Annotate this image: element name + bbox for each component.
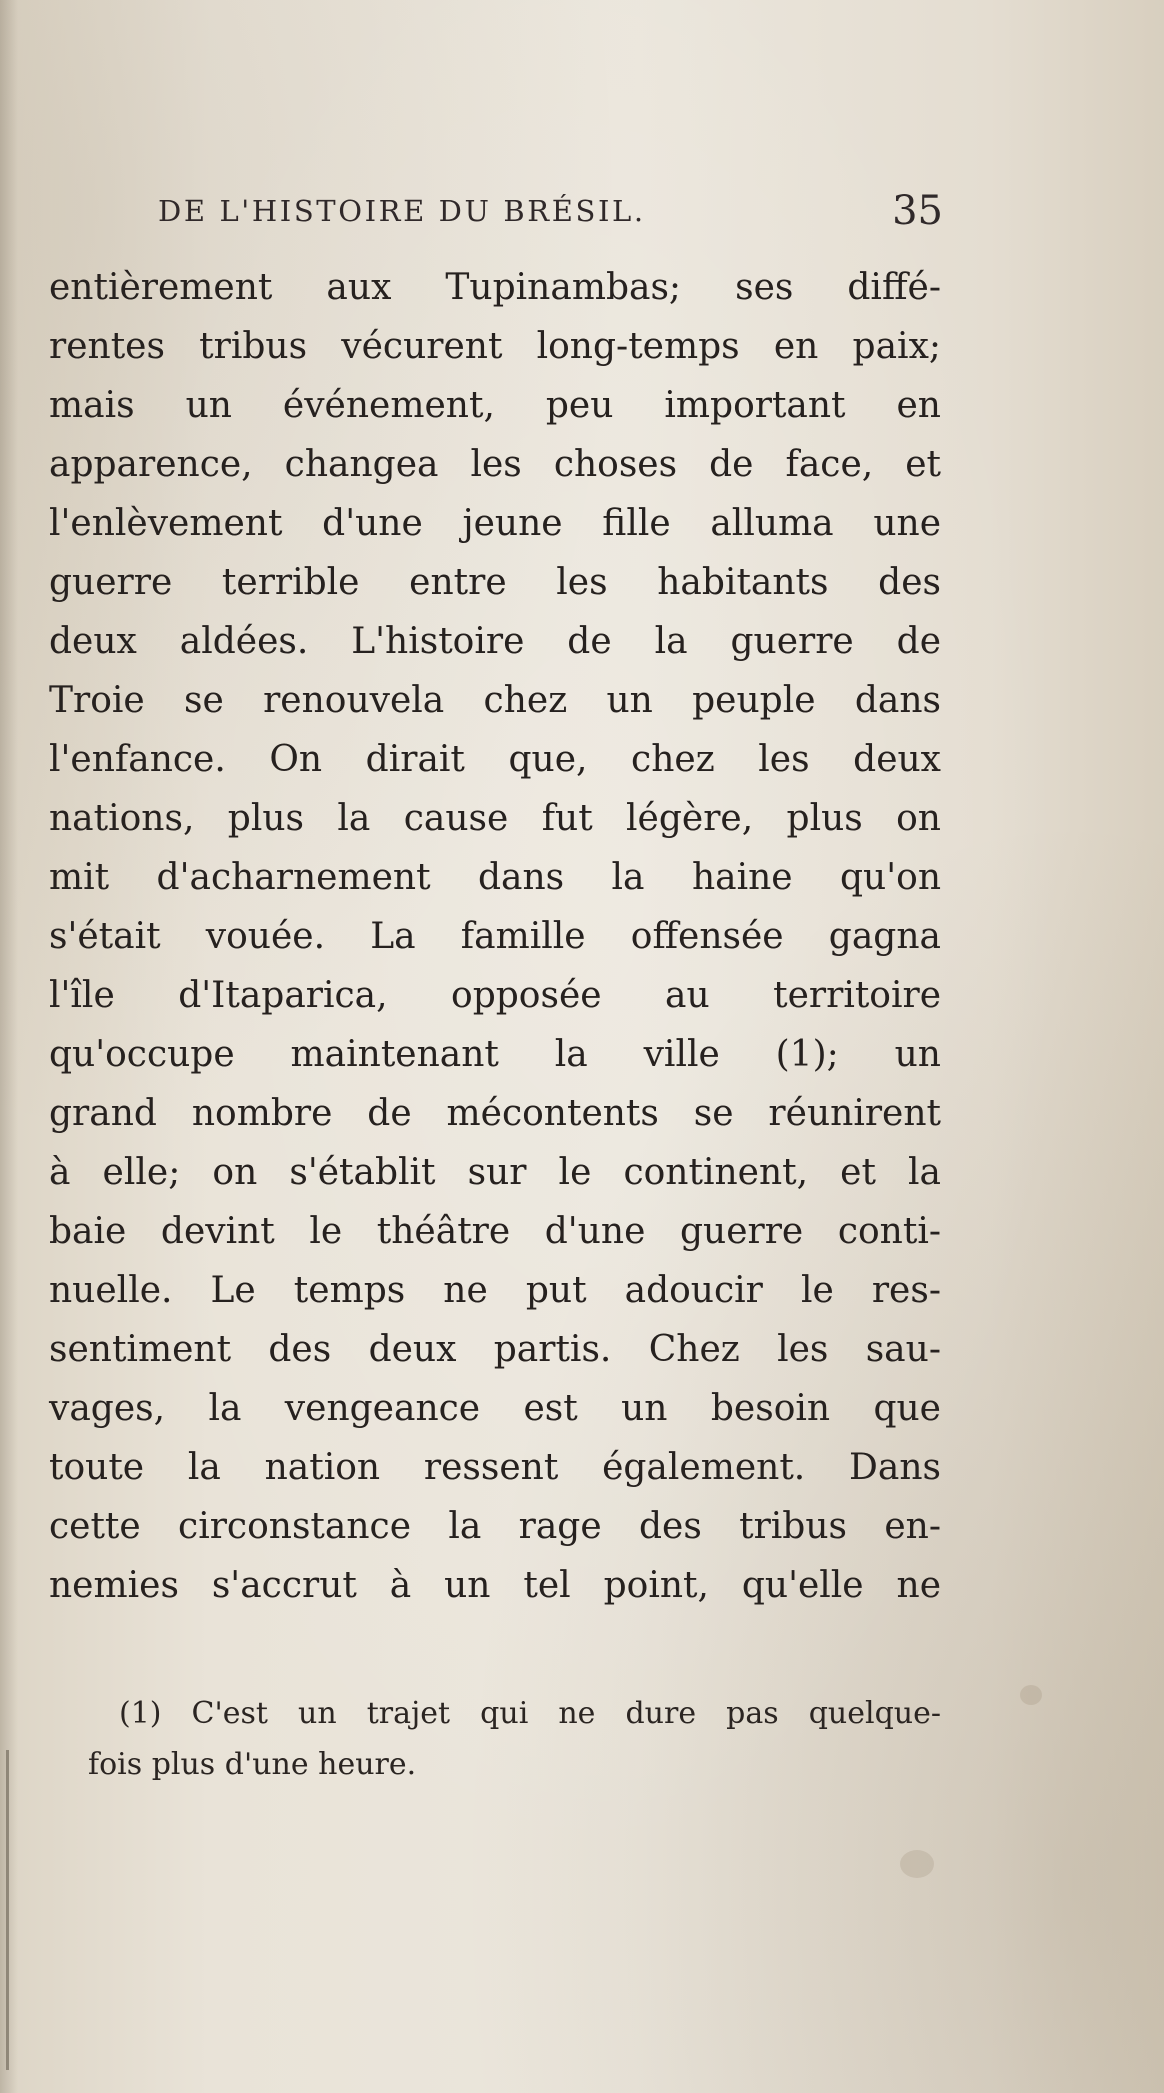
footnote (88, 1688, 941, 1790)
text-line: s'était vouée. La famille offensée gagna (49, 916, 941, 957)
text-line: apparence, changea les choses de face, et (49, 444, 941, 485)
page-edge-shadow (0, 0, 18, 2093)
paper-stain (1020, 1685, 1042, 1705)
text-line: deux aldées. L'histoire de la guerre de (49, 621, 941, 662)
text-line: nations, plus la cause fut légère, plus on (49, 798, 941, 839)
text-line: toute la nation ressent également. Dans (49, 1447, 941, 1488)
text-line: nuelle. Le temps ne put adoucir le res- (49, 1270, 941, 1311)
text-line: Troie se renouvela chez un peuple dans (49, 680, 941, 721)
text-line: rentes tribus vécurent long-temps en paix; (49, 326, 941, 367)
footnote-line: fois plus d'une heure. (88, 1747, 417, 1782)
paper-stain (900, 1850, 934, 1878)
text-line: qu'occupe maintenant la ville (1); un (49, 1034, 941, 1075)
text-line: l'enlèvement d'une jeune fille alluma une (49, 503, 941, 544)
text-line: mais un événement, peu important en (49, 385, 941, 426)
text-line: à elle; on s'établit sur le continent, et la (49, 1152, 941, 1193)
text-line: cette circonstance la rage des tribus en- (49, 1506, 941, 1547)
text-line: guerre terrible entre les habitants des (49, 562, 941, 603)
page-number: 35 (892, 188, 943, 234)
text-line: nemies s'accrut à un tel point, qu'elle ne (49, 1565, 941, 1606)
text-line: mit d'acharnement dans la haine qu'on (49, 857, 941, 898)
page-crease (6, 1750, 9, 2070)
running-head (158, 188, 943, 242)
text-line: l'île d'Itaparica, opposée au territoire (49, 975, 941, 1016)
running-head-title: DE L'HISTOIRE DU BRÉSIL. (158, 194, 646, 228)
text-line: l'enfance. On dirait que, chez les deux (49, 739, 941, 780)
text-line: grand nombre de mécontents se réunirent (49, 1093, 941, 1134)
text-line: baie devint le théâtre d'une guerre conti- (49, 1211, 941, 1252)
body-text (49, 258, 941, 1615)
footnote-line: (1) C'est un trajet qui ne dure pas quelque- (119, 1696, 941, 1731)
text-line: entièrement aux Tupinambas; ses diffé- (49, 267, 941, 308)
text-line: sentiment des deux partis. Chez les sau- (49, 1329, 941, 1370)
text-line: vages, la vengeance est un besoin que (49, 1388, 941, 1429)
